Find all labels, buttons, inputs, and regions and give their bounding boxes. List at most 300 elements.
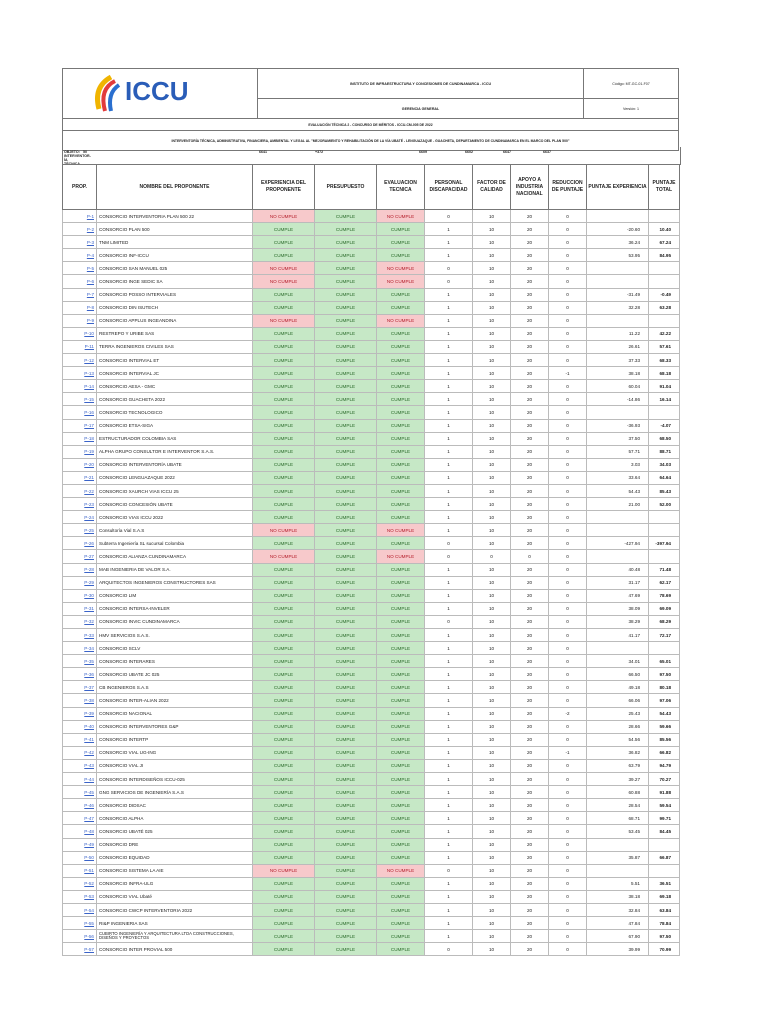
reduction-value: 0 — [549, 890, 587, 903]
reduction-value: 0 — [549, 471, 587, 484]
table-row — [63, 236, 680, 249]
quality-value: 10 — [473, 746, 511, 759]
total-score: 70.27 — [649, 773, 680, 786]
prop-link[interactable]: P-27 — [63, 550, 97, 563]
total-score: 91.04 — [649, 380, 680, 393]
experience-score: 39.99 — [587, 943, 649, 956]
proponent-name: CONSORCIO GUACHETA 2022 — [97, 393, 253, 406]
budget-status: CUMPLE — [315, 733, 377, 746]
reduction-value: 0 — [549, 314, 587, 327]
budget-status: CUMPLE — [315, 484, 377, 497]
quality-value: 10 — [473, 668, 511, 681]
prop-link[interactable]: P-12 — [63, 354, 97, 367]
object-value: 6609 — [419, 150, 427, 154]
total-score: 52.00 — [649, 498, 680, 511]
technical-status: CUMPLE — [377, 288, 425, 301]
proponent-name: CONSORCIO SISTEMA LA AIE — [97, 864, 253, 877]
table-row — [63, 930, 680, 943]
table-row — [63, 642, 680, 655]
proponent-name: CONSORCIO DRE — [97, 838, 253, 851]
prop-link[interactable]: P-45 — [63, 786, 97, 799]
total-score: 64.64 — [649, 471, 680, 484]
object-value: 6637 — [543, 150, 551, 154]
prop-link[interactable]: P-38 — [63, 694, 97, 707]
experience-status: CUMPLE — [253, 340, 315, 353]
technical-status: NO CUMPLE — [377, 262, 425, 275]
prop-link[interactable]: P-4 — [63, 249, 97, 262]
technical-status: NO CUMPLE — [377, 314, 425, 327]
experience-score: 38.18 — [587, 367, 649, 380]
experience-score: 5.51 — [587, 877, 649, 890]
technical-status: CUMPLE — [377, 917, 425, 930]
proponent-name: CONSORCIO SCLV — [97, 642, 253, 655]
experience-status: CUMPLE — [253, 563, 315, 576]
prop-link[interactable]: P-13 — [63, 367, 97, 380]
reduction-value: 0 — [549, 930, 587, 943]
total-score: -4.07 — [649, 419, 680, 432]
budget-status: CUMPLE — [315, 576, 377, 589]
proponent-name: CONSORCIO UBATÉ 025 — [97, 825, 253, 838]
table-row — [63, 275, 680, 288]
budget-status: CUMPLE — [315, 642, 377, 655]
prop-link[interactable]: P-18 — [63, 432, 97, 445]
table-row — [63, 668, 680, 681]
proponent-name: ALPHA GRUPO CONSULTOR E INTERVENTOR S.A.S. — [97, 445, 253, 458]
proponent-name: CONSORCIO LENGUAZAQUE 2022 — [97, 471, 253, 484]
technical-status: CUMPLE — [377, 890, 425, 903]
table-row — [63, 445, 680, 458]
technical-status: CUMPLE — [377, 655, 425, 668]
proponent-name: RI&P INGENIERIA SAS — [97, 917, 253, 930]
col-total: PUNTAJE TOTAL — [649, 165, 680, 210]
experience-score — [587, 406, 649, 419]
proponent-name: CONSORCIO CWCP INTERVENTORIA 2022 — [97, 903, 253, 916]
experience-status: CUMPLE — [253, 498, 315, 511]
prop-link[interactable]: P-46 — [63, 799, 97, 812]
national-value: 20 — [511, 445, 549, 458]
quality-value: 10 — [473, 249, 511, 262]
technical-status: CUMPLE — [377, 943, 425, 956]
quality-value: 10 — [473, 367, 511, 380]
technical-status: NO CUMPLE — [377, 275, 425, 288]
proponent-name: CONSORCIO DIDSAC — [97, 799, 253, 812]
proponent-name: CONSORCIO INTERSA-INVELER — [97, 602, 253, 615]
reduction-value: 0 — [549, 838, 587, 851]
technical-status: CUMPLE — [377, 786, 425, 799]
technical-status: NO CUMPLE — [377, 524, 425, 537]
experience-status: CUMPLE — [253, 249, 315, 262]
experience-score — [587, 838, 649, 851]
prop-link[interactable]: P-28 — [63, 563, 97, 576]
col-prop: PROP. — [63, 165, 97, 210]
experience-status: CUMPLE — [253, 930, 315, 943]
prop-link[interactable]: P-43 — [63, 759, 97, 772]
national-value: 20 — [511, 642, 549, 655]
reduction-value: 0 — [549, 812, 587, 825]
prop-link[interactable]: P-40 — [63, 720, 97, 733]
disability-value: 1 — [425, 799, 473, 812]
technical-status: CUMPLE — [377, 799, 425, 812]
experience-score: 63.79 — [587, 759, 649, 772]
prop-link[interactable]: P-9 — [63, 314, 97, 327]
prop-link[interactable]: P-20 — [63, 458, 97, 471]
prop-link[interactable]: P-51 — [63, 864, 97, 877]
prop-link[interactable]: P-52 — [63, 877, 97, 890]
disability-value: 1 — [425, 340, 473, 353]
table-row — [63, 812, 680, 825]
disability-value: 1 — [425, 380, 473, 393]
experience-status: CUMPLE — [253, 903, 315, 916]
total-score — [649, 262, 680, 275]
technical-status: CUMPLE — [377, 563, 425, 576]
document-header — [62, 68, 679, 150]
col-exp-score: PUNTAJE EXPERIENCIA — [587, 165, 649, 210]
disability-value: 1 — [425, 681, 473, 694]
quality-value: 10 — [473, 812, 511, 825]
prop-link[interactable]: P-33 — [63, 629, 97, 642]
reduction-value: 0 — [549, 694, 587, 707]
quality-value: 10 — [473, 720, 511, 733]
disability-value: 1 — [425, 589, 473, 602]
technical-status: CUMPLE — [377, 511, 425, 524]
technical-status: CUMPLE — [377, 602, 425, 615]
object-value: 6647 — [503, 150, 511, 154]
prop-link[interactable]: P-32 — [63, 615, 97, 628]
total-score: 66.87 — [649, 851, 680, 864]
reduction-value: 0 — [549, 759, 587, 772]
disability-value: 1 — [425, 890, 473, 903]
proponent-name: CONSORCIO VIAS ICCU 2022 — [97, 511, 253, 524]
quality-value: 10 — [473, 903, 511, 916]
table-row — [63, 249, 680, 262]
prop-link[interactable]: P-36 — [63, 668, 97, 681]
total-score — [649, 406, 680, 419]
disability-value: 1 — [425, 301, 473, 314]
prop-link[interactable]: P-35 — [63, 655, 97, 668]
national-value: 20 — [511, 458, 549, 471]
budget-status: CUMPLE — [315, 825, 377, 838]
national-value: 20 — [511, 524, 549, 537]
reduction-value: 0 — [549, 943, 587, 956]
national-value: 20 — [511, 576, 549, 589]
reduction-value: 0 — [549, 720, 587, 733]
disability-value: 1 — [425, 471, 473, 484]
experience-score: 11.22 — [587, 327, 649, 340]
proponent-name: ESTRUCTURADOR COLOMBIA SAS — [97, 432, 253, 445]
prop-link[interactable]: P-29 — [63, 576, 97, 589]
prop-link[interactable]: P-6 — [63, 275, 97, 288]
quality-value: 10 — [473, 694, 511, 707]
prop-link[interactable]: P-57 — [63, 943, 97, 956]
object-value: 6641 — [259, 150, 267, 154]
table-row — [63, 458, 680, 471]
reduction-value: 0 — [549, 629, 587, 642]
prop-link[interactable]: P-54 — [63, 903, 97, 916]
prop-link[interactable]: P-24 — [63, 511, 97, 524]
budget-status: CUMPLE — [315, 655, 377, 668]
prop-link[interactable]: P-15 — [63, 393, 97, 406]
total-score: 99.71 — [649, 812, 680, 825]
prop-link[interactable]: P-55 — [63, 917, 97, 930]
experience-status: CUMPLE — [253, 759, 315, 772]
prop-link[interactable]: P-39 — [63, 707, 97, 720]
experience-score: 26.61 — [587, 340, 649, 353]
quality-value: 10 — [473, 930, 511, 943]
proponent-name: CONSORCIO INVIC CUNDINAMARCA — [97, 615, 253, 628]
reduction-value: 0 — [549, 262, 587, 275]
quality-value: 10 — [473, 458, 511, 471]
reduction-value: 0 — [549, 393, 587, 406]
technical-status: CUMPLE — [377, 589, 425, 602]
prop-link[interactable]: P-49 — [63, 838, 97, 851]
experience-score: -31.49 — [587, 288, 649, 301]
prop-link[interactable]: P-48 — [63, 825, 97, 838]
table-row — [63, 903, 680, 916]
quality-value: 10 — [473, 210, 511, 223]
prop-link[interactable]: P-37 — [63, 681, 97, 694]
total-score — [649, 864, 680, 877]
national-value: 20 — [511, 786, 549, 799]
prop-link[interactable]: P-1 — [63, 210, 97, 223]
quality-value: 10 — [473, 589, 511, 602]
prop-link[interactable]: P-5 — [63, 262, 97, 275]
experience-score: 60.04 — [587, 380, 649, 393]
reduction-value: 0 — [549, 301, 587, 314]
proponent-name: CONSORCIO INGE SEDIC SA — [97, 275, 253, 288]
total-score: 59.54 — [649, 799, 680, 812]
col-name: NOMBRE DEL PROPONENTE — [97, 165, 253, 210]
table-row — [63, 746, 680, 759]
technical-status: CUMPLE — [377, 432, 425, 445]
prop-link[interactable]: P-50 — [63, 851, 97, 864]
table-row — [63, 524, 680, 537]
budget-status: CUMPLE — [315, 746, 377, 759]
national-value: 20 — [511, 223, 549, 236]
technical-status: CUMPLE — [377, 694, 425, 707]
national-value: 20 — [511, 511, 549, 524]
experience-score: 35.87 — [587, 851, 649, 864]
disability-value: 1 — [425, 498, 473, 511]
budget-status: CUMPLE — [315, 380, 377, 393]
experience-status: CUMPLE — [253, 694, 315, 707]
experience-status: CUMPLE — [253, 668, 315, 681]
national-value: 0 — [511, 550, 549, 563]
prop-link[interactable]: P-19 — [63, 445, 97, 458]
national-value: 20 — [511, 393, 549, 406]
prop-link[interactable]: P-25 — [63, 524, 97, 537]
experience-status: CUMPLE — [253, 786, 315, 799]
technical-status: NO CUMPLE — [377, 864, 425, 877]
total-score: 16.14 — [649, 393, 680, 406]
disability-value: 1 — [425, 694, 473, 707]
prop-link[interactable]: P-17 — [63, 419, 97, 432]
prop-link[interactable]: P-16 — [63, 406, 97, 419]
prop-link[interactable]: P-2 — [63, 223, 97, 236]
table-row — [63, 301, 680, 314]
table-row — [63, 681, 680, 694]
budget-status: CUMPLE — [315, 602, 377, 615]
col-technical: EVALUACION TECNICA — [377, 165, 425, 210]
object-value: 50 — [83, 150, 87, 154]
experience-status: CUMPLE — [253, 746, 315, 759]
budget-status: CUMPLE — [315, 851, 377, 864]
disability-value: 1 — [425, 746, 473, 759]
reduction-value: 0 — [549, 589, 587, 602]
proponent-name: CONSORCIO CONCESIÓN UBATE — [97, 498, 253, 511]
disability-value: 0 — [425, 210, 473, 223]
experience-status: CUMPLE — [253, 851, 315, 864]
total-score: 42.22 — [649, 327, 680, 340]
prop-link[interactable]: P-10 — [63, 327, 97, 340]
reduction-value: 0 — [549, 498, 587, 511]
quality-value: 10 — [473, 890, 511, 903]
prop-link[interactable]: P-44 — [63, 773, 97, 786]
prop-link[interactable]: P-42 — [63, 746, 97, 759]
reduction-value: -2 — [549, 707, 587, 720]
total-score: 34.03 — [649, 458, 680, 471]
technical-status: CUMPLE — [377, 393, 425, 406]
disability-value: 1 — [425, 602, 473, 615]
experience-status: NO CUMPLE — [253, 210, 315, 223]
budget-status: CUMPLE — [315, 589, 377, 602]
prop-link[interactable]: P-53 — [63, 890, 97, 903]
national-value: 20 — [511, 943, 549, 956]
experience-score: 53.95 — [587, 249, 649, 262]
experience-status: CUMPLE — [253, 471, 315, 484]
reduction-value: 0 — [549, 864, 587, 877]
proponent-name: CONSORCIO POSSO INTERVIALES — [97, 288, 253, 301]
experience-score: 3.03 — [587, 458, 649, 471]
reduction-value: 0 — [549, 615, 587, 628]
reduction-value: 0 — [549, 406, 587, 419]
prop-link[interactable]: P-34 — [63, 642, 97, 655]
quality-value: 10 — [473, 406, 511, 419]
total-score — [649, 642, 680, 655]
proponent-name: Consultoría Vial S.A.S — [97, 524, 253, 537]
technical-status: CUMPLE — [377, 851, 425, 864]
reduction-value: 0 — [549, 550, 587, 563]
disability-value: 1 — [425, 720, 473, 733]
national-value: 20 — [511, 615, 549, 628]
disability-value: 1 — [425, 917, 473, 930]
prop-link[interactable]: P-47 — [63, 812, 97, 825]
total-score — [649, 550, 680, 563]
budget-status: CUMPLE — [315, 340, 377, 353]
proponent-name: HMV SERVICIOS S.A.S. — [97, 629, 253, 642]
disability-value: 1 — [425, 458, 473, 471]
reduction-value: 0 — [549, 340, 587, 353]
technical-status: CUMPLE — [377, 249, 425, 262]
evaluation-table — [62, 164, 680, 956]
budget-status: CUMPLE — [315, 877, 377, 890]
prop-link[interactable]: P-22 — [63, 484, 97, 497]
col-national: APOYO A INDUSTRIA NACIONAL — [511, 165, 549, 210]
technical-status: CUMPLE — [377, 668, 425, 681]
experience-score: 60.88 — [587, 786, 649, 799]
reduction-value: 0 — [549, 524, 587, 537]
reduction-value: 0 — [549, 917, 587, 930]
quality-value: 10 — [473, 354, 511, 367]
prop-link[interactable]: P-11 — [63, 340, 97, 353]
prop-link[interactable]: P-56 — [63, 930, 97, 943]
total-score: 84.45 — [649, 825, 680, 838]
prop-link[interactable]: P-7 — [63, 288, 97, 301]
quality-value: 10 — [473, 615, 511, 628]
table-row — [63, 786, 680, 799]
total-score: 66.82 — [649, 746, 680, 759]
reduction-value: 0 — [549, 432, 587, 445]
technical-status: CUMPLE — [377, 354, 425, 367]
quality-value: 10 — [473, 262, 511, 275]
prop-link[interactable]: P-23 — [63, 498, 97, 511]
prop-link[interactable]: P-3 — [63, 236, 97, 249]
budget-status: CUMPLE — [315, 930, 377, 943]
quality-value: 10 — [473, 471, 511, 484]
disability-value: 1 — [425, 773, 473, 786]
proponent-name: CONSORCIO SAN MANUEL 025 — [97, 262, 253, 275]
experience-status: CUMPLE — [253, 799, 315, 812]
prop-link[interactable]: P-26 — [63, 537, 97, 550]
experience-status: CUMPLE — [253, 629, 315, 642]
national-value: 20 — [511, 432, 549, 445]
technical-status: CUMPLE — [377, 537, 425, 550]
prop-link[interactable]: P-8 — [63, 301, 97, 314]
quality-value: 10 — [473, 838, 511, 851]
reduction-value: 0 — [549, 733, 587, 746]
experience-score: 28.54 — [587, 799, 649, 812]
object-row — [62, 147, 681, 165]
table-row — [63, 288, 680, 301]
quality-value: 10 — [473, 877, 511, 890]
disability-value: 0 — [425, 943, 473, 956]
prop-link[interactable]: P-30 — [63, 589, 97, 602]
prop-link[interactable]: P-41 — [63, 733, 97, 746]
technical-status: CUMPLE — [377, 759, 425, 772]
prop-link[interactable]: P-21 — [63, 471, 97, 484]
disability-value: 1 — [425, 812, 473, 825]
proponent-name: CONSORCIO APPLUS INGEANDINA — [97, 314, 253, 327]
budget-status: CUMPLE — [315, 367, 377, 380]
proponent-name: CONSORCIO NACIONAL — [97, 707, 253, 720]
proponent-name: CONSORCIO INTERVIAL JC — [97, 367, 253, 380]
table-row — [63, 851, 680, 864]
technical-status: CUMPLE — [377, 681, 425, 694]
reduction-value: 0 — [549, 681, 587, 694]
quality-value: 10 — [473, 340, 511, 353]
budget-status: CUMPLE — [315, 668, 377, 681]
budget-status: CUMPLE — [315, 694, 377, 707]
table-row — [63, 602, 680, 615]
prop-link[interactable]: P-14 — [63, 380, 97, 393]
budget-status: CUMPLE — [315, 354, 377, 367]
disability-value: 1 — [425, 354, 473, 367]
budget-status: CUMPLE — [315, 537, 377, 550]
col-quality: FACTOR DE CALIDAD — [473, 165, 511, 210]
prop-link[interactable]: P-31 — [63, 602, 97, 615]
national-value: 20 — [511, 484, 549, 497]
table-row — [63, 537, 680, 550]
doc-version: Versión: 1 — [584, 99, 679, 119]
national-value: 20 — [511, 655, 549, 668]
reduction-value: 0 — [549, 380, 587, 393]
technical-status: CUMPLE — [377, 484, 425, 497]
quality-value: 10 — [473, 917, 511, 930]
proponent-name: CONSORCIO VIAL Ubaté — [97, 890, 253, 903]
disability-value: 1 — [425, 786, 473, 799]
quality-value: 10 — [473, 223, 511, 236]
total-score: 67.24 — [649, 236, 680, 249]
experience-score: 32.28 — [587, 301, 649, 314]
